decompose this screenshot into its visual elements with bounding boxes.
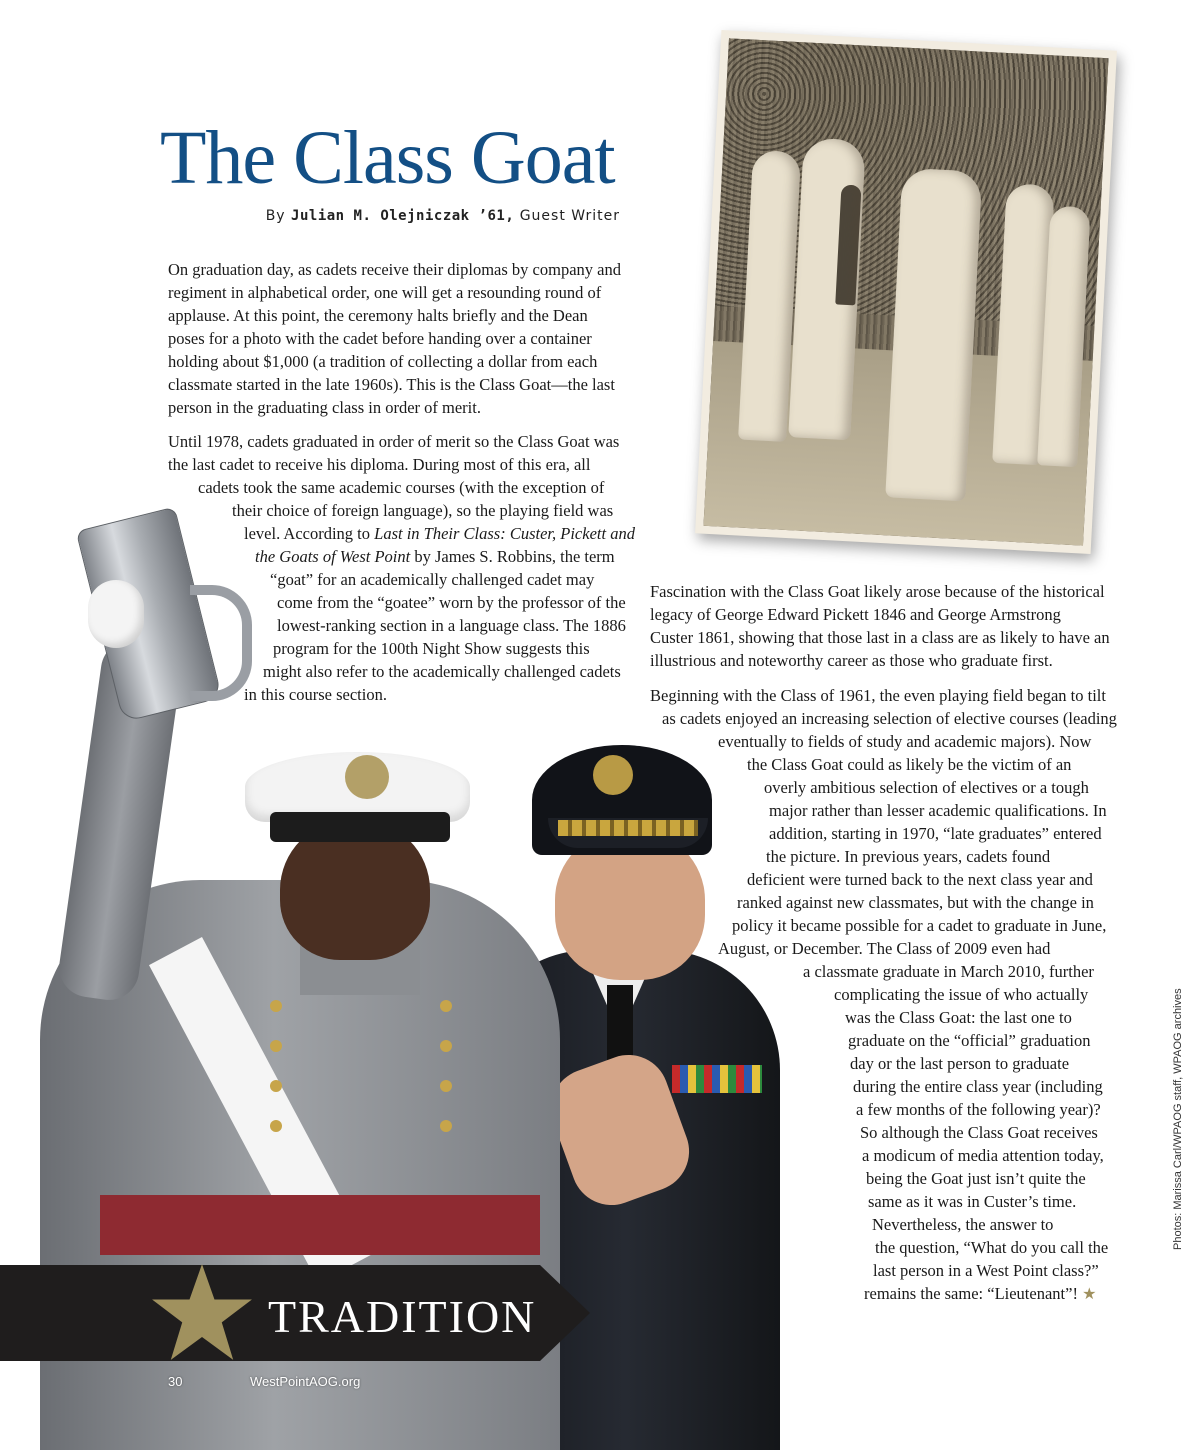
text-line: come from the “goatee” worn by the professor of the (277, 593, 626, 612)
cadet-sash-belt (100, 1195, 540, 1255)
text-run: remains the same: “Lieutenant”! (864, 1284, 1078, 1303)
end-star-icon: ★ (1082, 1286, 1097, 1303)
general-tie (607, 985, 633, 1065)
white-glove (88, 580, 144, 648)
archival-photo (695, 30, 1117, 554)
ribbon-rack (672, 1065, 762, 1093)
text-line: might also refer to the academically challenged cadets (263, 662, 621, 681)
text-line: addition, starting in 1970, “late graduates” entered (769, 824, 1102, 843)
text-line (255, 545, 615, 568)
text-line: deficient were turned back to the next class year and (747, 870, 1093, 889)
page-number: 30 (168, 1374, 183, 1389)
text-line: same as it was in Custer’s time. (868, 1192, 1077, 1211)
text-line: was the Class Goat: the last one to (845, 1008, 1072, 1027)
text-line: a few months of the following year)? (856, 1100, 1101, 1119)
text-line: August, or December. The Class of 2009 even had (718, 939, 1051, 958)
text-line: poses for a photo with the cadet before handing over a container (168, 329, 592, 348)
text-line: their choice of foreign language), so the playing field was (232, 501, 614, 520)
text-line: eventually to fields of study and academic majors). Now (718, 732, 1092, 751)
text-line: major rather than lesser academic qualifications. In (769, 801, 1107, 820)
text-line: a modicum of media attention today, (862, 1146, 1104, 1165)
text-line: person in the graduating class in order of merit. (168, 398, 481, 417)
text-line: Until 1978, cadets graduated in order of merit so the Class Goat was (168, 432, 620, 451)
text-line: holding about $1,000 (a tradition of collecting a dollar from each (168, 352, 598, 371)
text-line (864, 1282, 1096, 1306)
text-run: by James S. Robbins, the term (410, 547, 615, 566)
text-line: Nevertheless, the answer to (872, 1215, 1054, 1234)
text-line: Custer 1861, showing that those last in a class are as likely to have an (650, 628, 1110, 647)
text-line: the question, “What do you call the (875, 1238, 1109, 1257)
photo-credit: Photos: Marissa Carl/WPAOG staff, WPAOG archives (1172, 988, 1184, 1250)
text-line: regiment in alphabetical order, one will get a resounding round of (168, 283, 602, 302)
text-line: being the Goat just isn’t quite the (866, 1169, 1086, 1188)
book-title: the Goats of West Point (255, 547, 411, 566)
text-line: complicating the issue of who actually (834, 985, 1089, 1004)
author-name: Julian M. Olejniczak ’61, (291, 208, 515, 224)
text-line: So although the Class Goat receives (860, 1123, 1098, 1142)
byline-prefix: By (265, 208, 292, 224)
book-title: Last in Their Class: Custer, Pickett and (374, 524, 635, 543)
text-line: graduate on the “official” graduation (848, 1031, 1091, 1050)
text-line: as cadets enjoyed an increasing selection of elective courses (leading (662, 709, 1117, 728)
cap-visor (270, 812, 450, 842)
section-label: TRADITION (268, 1291, 537, 1342)
byline (220, 208, 620, 224)
star-icon (150, 1262, 254, 1362)
photo-credit-wrap (1172, 988, 1186, 1450)
text-line: applause. At this point, the ceremony halts briefly and the Dean (168, 306, 588, 325)
text-line: Fascination with the Class Goat likely arose because of the historical (650, 582, 1105, 601)
text-line: “goat” for an academically challenged cadet may (270, 570, 595, 589)
text-line: a classmate graduate in March 2010, further (803, 962, 1094, 981)
article-title: The Class Goat (160, 116, 615, 200)
text-line: classmate started in the late 1960s). This is the Class Goat—the last (168, 375, 615, 394)
text-line: legacy of George Edward Pickett 1846 and George Armstrong (650, 605, 1061, 624)
text-line: overly ambitious selection of electives or a tough (764, 778, 1089, 797)
text-line: lowest-ranking section in a language class. The 1886 (277, 616, 626, 635)
text-line: the picture. In previous years, cadets found (766, 847, 1051, 866)
text-line: during the entire class year (including (853, 1077, 1103, 1096)
text-line: On graduation day, as cadets receive their diplomas by company and (168, 260, 621, 279)
visor-braid (558, 820, 698, 836)
text-line: Beginning with the Class of 1961, the even playing field began to tilt (650, 686, 1106, 705)
text-line: day or the last person to graduate (850, 1054, 1070, 1073)
text-line (244, 522, 635, 545)
text-line: last person in a West Point class?” (873, 1261, 1099, 1280)
cap-eagle-icon (593, 755, 633, 795)
text-line: cadets took the same academic courses (with the exception of (198, 478, 605, 497)
text-line: the last cadet to receive his diploma. During most of this era, all (168, 455, 591, 474)
text-line: in this course section. (244, 685, 387, 704)
cap-badge-icon (345, 755, 389, 799)
text-run: level. According to (244, 524, 375, 543)
text-line: the Class Goat could as likely be the victim of an (747, 755, 1072, 774)
byline-suffix: Guest Writer (514, 208, 620, 224)
text-line: program for the 100th Night Show suggests this (273, 639, 590, 658)
text-line: illustrious and noteworthy career as those who graduate first. (650, 651, 1053, 670)
text-line: ranked against new classmates, but with the change in (737, 893, 1094, 912)
website: WestPointAOG.org (250, 1374, 361, 1389)
text-line: policy it became possible for a cadet to graduate in June, (732, 916, 1107, 935)
pitcher-handle (190, 585, 252, 701)
